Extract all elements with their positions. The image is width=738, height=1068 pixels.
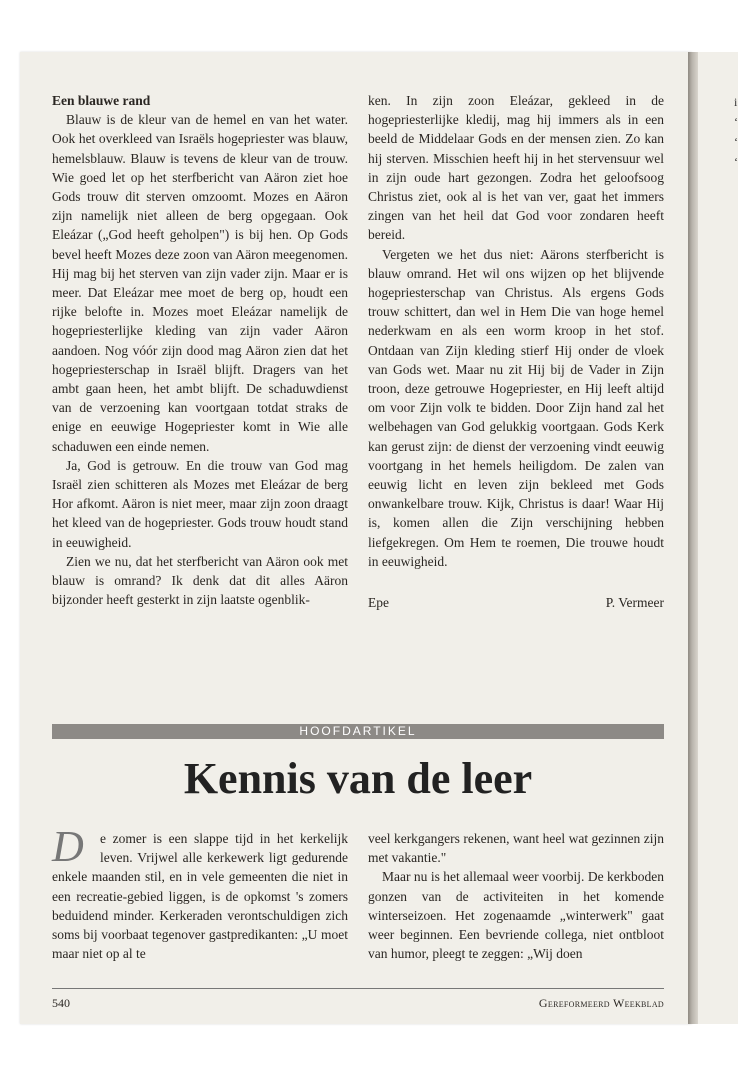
footer-rule bbox=[52, 988, 664, 989]
next-page-edge bbox=[698, 52, 738, 1024]
next-page-fragment: i bbox=[734, 95, 738, 109]
paragraph: ken. In zijn zoon Eleázar, gekleed in de hogepriesterlijke kledij, mag hij immers als in een beeld de Middelaar Gods en der mensen zien. Zo kan hij sterven. Misschien heeft hij in het stervensuur wel in zijn oude hart gezongen. Zodra het geloofsoog Christus ziet, ook al is het van ver, gaat het immers zingen van het heil dat God voor zondaren heeft bereid. bbox=[368, 93, 664, 243]
signature bbox=[368, 593, 664, 612]
article-title: Kennis van de leer bbox=[183, 754, 533, 803]
paragraph: Vergeten we het dus niet: Aärons sterfbericht is blauw omrand. Het wil ons wijzen op het blijvende hogepriesterschap van Christus. Als ergens Gods trouw schittert, dan wel in Hem Die van hoge hemel nederkwam en als een worm kroop in het stof. Ontdaan van Zijn kleding stierf Hij onder de vloek van Gods wet. Maar nu zit Hij bij de Vader in Zijn troon, deze getrouwe Hogepriester, en Hij leeft altijd om voor Zijn volk te bidden. Door Zijn hand zal het welbehagen van God gelukkig voortgaan. Gods Kerk kan gerust zijn: de dienst der verzoening vindt eeuwig voortgang in het hemels heiligdom. De zalen van eeuwig licht en leven zijn bekleed met Gods onwankelbare trouw. Kijk, Christus is daar! Waar Hij is, komen allen die Zijn verschijning hebben liefgekregen. Om Hem te roemen, Die trouwe houdt in eeuwigheid. bbox=[368, 246, 664, 569]
page-gutter bbox=[688, 52, 698, 1024]
paragraph: veel kerkgangers rekenen, want heel wat gezinnen zijn met vakantie." bbox=[368, 831, 664, 866]
next-page-fragment: ‘ bbox=[734, 135, 738, 149]
article-column-left bbox=[52, 822, 348, 963]
page-footer bbox=[52, 996, 664, 1011]
publication-name: Gereformeerd Weekblad bbox=[538, 996, 664, 1010]
article-column-right bbox=[368, 829, 664, 963]
paragraph: Maar nu is het allemaal weer voorbij. De kerkboden gonzen van de activiteiten in het komende winterseizoen. Het zogenaamde „winterwerk" gaat weer beginnen. Een bevriende collega, niet ontbloot van humor, pleegt te zeggen: „Wij doen bbox=[368, 869, 664, 962]
paragraph: Zien we nu, dat het sterfbericht van Aäron ook met blauw is omrand? Ik denk dat dit alles Aäron bijzonder heeft gesterkt in zijn laatste ogenblik- bbox=[52, 553, 348, 608]
meditation-column-right bbox=[368, 91, 664, 612]
signature-author: P. Vermeer bbox=[605, 595, 664, 611]
signature-place: Epe bbox=[368, 595, 389, 611]
paragraph bbox=[52, 822, 348, 963]
paragraph: Ja, God is getrouw. En die trouw van God mag Israël zien schitteren als Mozes met Eleázar de berg Hor afkomt. Aäron is niet meer, maar zijn zoon draagt het kleed van de hogepriester. Gods trouw houdt stand in eeuwigheid. bbox=[52, 457, 348, 550]
paragraph: Blauw is de kleur van de hemel en van het water. Ook het overkleed van Israëls hogepriester was blauw, hemelsblauw. Blauw is tevens de kleur van de trouw. Wie goed let op het sterfbericht van Aäron ziet hoe Gods trouw dit sterven omzoomt. Mozes en Aäron zijn namelijk niet alleen de berg opgegaan. Ook Eleázar („God heeft geholpen") is bij hen. Op Gods bevel heeft Mozes deze zoon van Aäron meegenomen. Hij mag bij het sterven van zijn vader zijn. Maar er is meer. Dat Eleázar mee moet de berg op, houdt een rijke belofte in. Mozes moet Eleázar namelijk de hogepriesterlijke kleding van zijn vader Aäron aandoen. Nog vóór zijn dood mag Aäron zien dat het hogepriesterschap in Israël blijft. Dragers van het ambt gaan heen, het ambt blijft. De schaduwdienst van de verzoening kan voortgaan totdat straks de enige en eeuwige Hogepriester komt in Wie alle schaduwen een einde nemen. bbox=[52, 112, 348, 454]
next-page-fragment: ‘ bbox=[734, 155, 738, 169]
section-heading: Een blauwe rand bbox=[52, 93, 151, 108]
page-number: 540 bbox=[52, 996, 70, 1010]
paragraph-text: e zomer is een slappe tijd in het kerkelijk leven. Vrijwel alle kerkewerk ligt gedurende enkele maanden stil, en in vele gemeenten die niet in een recreatie-gebied liggen, is de opkomst 's zomers beduidend minder. Kerkeraden verontschuldigen zich soms bij voorbaat tegenover gastpredikanten: „U moet maar niet op al te bbox=[52, 831, 348, 962]
dropcap-letter: D bbox=[52, 822, 84, 871]
section-band: HOOFDARTIKEL bbox=[52, 724, 664, 739]
meditation-column-left bbox=[52, 91, 348, 609]
next-page-fragment: ‘ bbox=[734, 115, 738, 129]
